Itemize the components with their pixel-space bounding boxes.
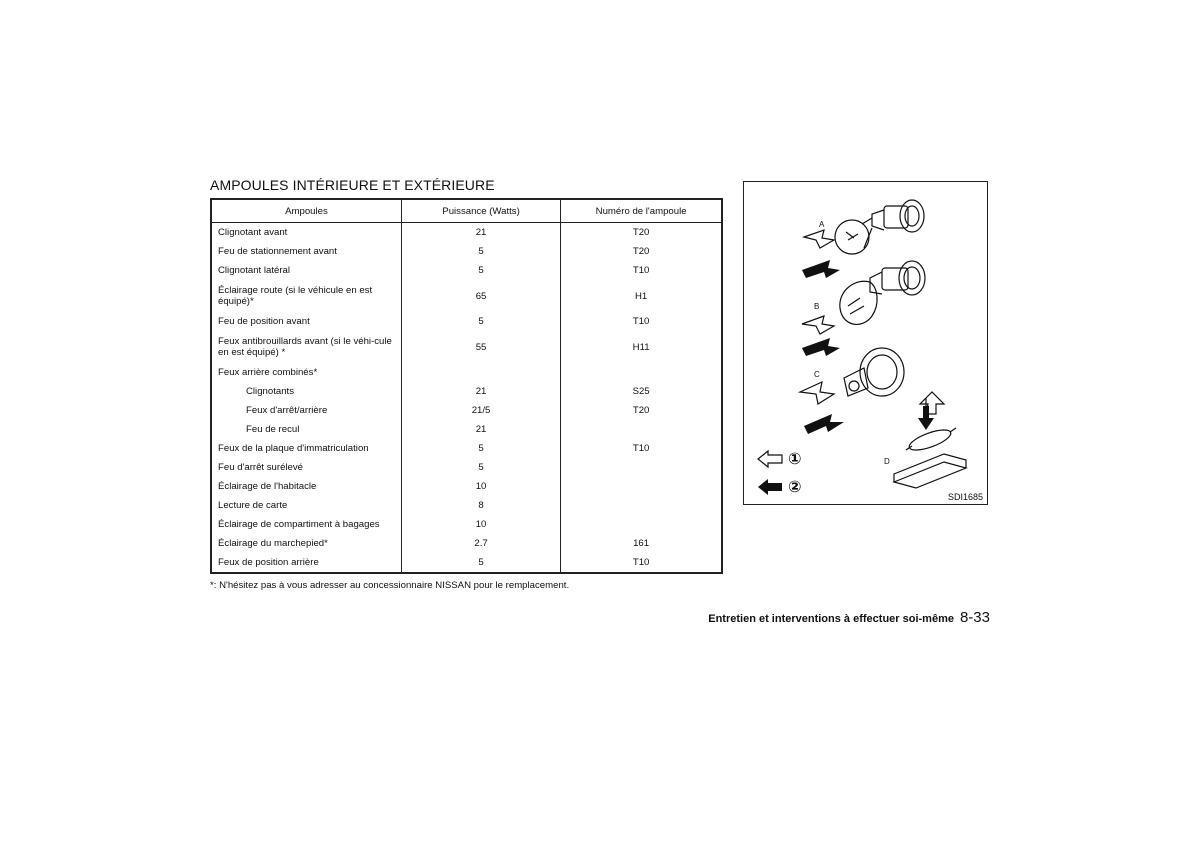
bulb-types-figure — [743, 181, 988, 505]
bulb-watts: 21 — [401, 420, 560, 439]
table-row — [211, 223, 722, 243]
bulb-name: Éclairage de compartiment à bagages — [211, 515, 401, 534]
bulb-name: Clignotants — [211, 382, 401, 401]
table-row — [211, 363, 722, 382]
table-row — [211, 242, 722, 261]
bulb-name: Feux antibrouillards avant (si le véhi-cule en est équipé) * — [211, 331, 401, 363]
bulb-watts: 5 — [401, 242, 560, 261]
label-c: C — [814, 370, 820, 379]
bulb-watts: 5 — [401, 458, 560, 477]
bulb-watts: 5 — [401, 261, 560, 280]
table-row — [211, 401, 722, 420]
table-row — [211, 420, 722, 439]
bulb-number — [561, 420, 722, 439]
bulb-watts: 8 — [401, 496, 560, 515]
bulb-watts: 10 — [401, 515, 560, 534]
bulb-table — [210, 198, 723, 574]
bulb-number — [561, 458, 722, 477]
table-header-row — [211, 199, 722, 223]
table-row — [211, 496, 722, 515]
table-row — [211, 382, 722, 401]
bulb-name: Clignotant avant — [211, 223, 401, 243]
bulb-number — [561, 363, 722, 382]
bulb-name: Éclairage du marchepied* — [211, 534, 401, 553]
bulb-watts: 65 — [401, 280, 560, 312]
footer-section: Entretien et interventions à effectuer soi-même — [708, 613, 954, 625]
header-power: Puissance (Watts) — [401, 199, 560, 223]
bulb-name: Feux arrière combinés* — [211, 363, 401, 382]
bulb-number: T10 — [561, 261, 722, 280]
bulb-name: Feux de position arrière — [211, 553, 401, 573]
table-row — [211, 280, 722, 312]
bulb-name: Éclairage de l'habitacle — [211, 477, 401, 496]
header-bulb-number: Numéro de l'ampoule — [561, 199, 722, 223]
bulb-name: Feux de la plaque d'immatriculation — [211, 439, 401, 458]
bulb-number: T10 — [561, 553, 722, 573]
table-row — [211, 312, 722, 331]
table-row — [211, 261, 722, 280]
table-row — [211, 331, 722, 363]
bulb-name: Feu de recul — [211, 420, 401, 439]
bulb-watts: 5 — [401, 312, 560, 331]
bulb-watts: 5 — [401, 553, 560, 573]
footnote: *: N'hésitez pas à vous adresser au concessionnaire NISSAN pour le remplacement. — [210, 580, 570, 591]
bulb-name: Feu de position avant — [211, 312, 401, 331]
bulb-number: T20 — [561, 242, 722, 261]
bulb-number: T20 — [561, 401, 722, 420]
legend-one: ① — [788, 451, 802, 468]
bulb-number: T10 — [561, 439, 722, 458]
bulb-d-drawing — [894, 392, 966, 488]
label-a: A — [819, 220, 825, 229]
section-title: AMPOULES INTÉRIEURE ET EXTÉRIEURE — [210, 177, 495, 193]
bulb-name: Clignotant latéral — [211, 261, 401, 280]
table-row — [211, 534, 722, 553]
header-bulbs: Ampoules — [211, 199, 401, 223]
bulb-watts: 55 — [401, 331, 560, 363]
bulb-watts: 5 — [401, 439, 560, 458]
bulb-watts: 10 — [401, 477, 560, 496]
bulb-number: H11 — [561, 331, 722, 363]
label-b: B — [814, 302, 820, 311]
table-row — [211, 553, 722, 573]
bulb-number: T10 — [561, 312, 722, 331]
bulb-number: S25 — [561, 382, 722, 401]
bulb-number — [561, 496, 722, 515]
page-number: 8-33 — [959, 609, 990, 626]
bulb-number: 161 — [561, 534, 722, 553]
bulb-name: Feux d'arrêt/arrière — [211, 401, 401, 420]
bulb-number — [561, 515, 722, 534]
bulb-watts: 21 — [401, 382, 560, 401]
bulb-name: Feu de stationnement avant — [211, 242, 401, 261]
figure-code: SDI1685 — [947, 492, 983, 502]
table-row — [211, 458, 722, 477]
bulb-watts: 21 — [401, 223, 560, 243]
table-row — [211, 477, 722, 496]
bulb-number: H1 — [561, 280, 722, 312]
label-d: D — [884, 457, 890, 466]
table-row — [211, 515, 722, 534]
bulb-number — [561, 477, 722, 496]
bulb-name: Lecture de carte — [211, 496, 401, 515]
bulb-number: T20 — [561, 223, 722, 243]
bulb-name: Éclairage route (si le véhicule en est équipé)* — [211, 280, 401, 312]
bulb-watts: 21/5 — [401, 401, 560, 420]
table-row — [211, 439, 722, 458]
page-footer — [708, 609, 990, 627]
bulb-illustration — [744, 182, 986, 503]
bulb-watts: 2.7 — [401, 534, 560, 553]
legend-two: ② — [788, 479, 802, 496]
bulb-name: Feu d'arrêt surélevé — [211, 458, 401, 477]
bulb-watts — [401, 363, 560, 382]
